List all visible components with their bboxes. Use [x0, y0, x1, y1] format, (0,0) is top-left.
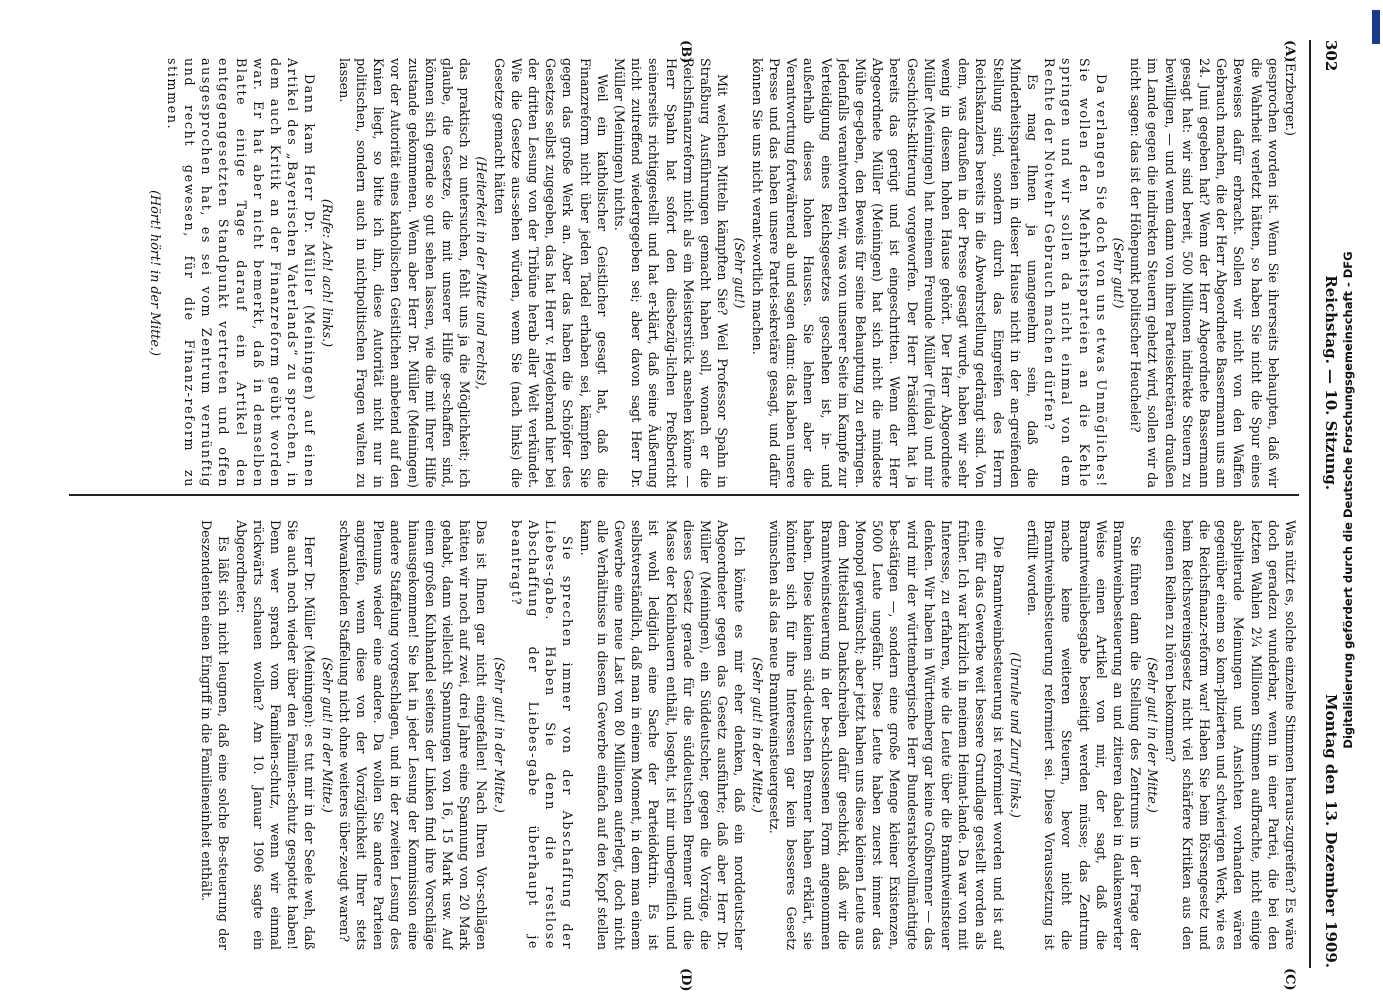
- right-column-paragraph: Das ist Ihnen gar nicht eingefallen! Nach Ihren Vor-schlägen hätten wir noch auf zwei, drei Jahre eine Spannung von 20 Mark gehabt, dann vielleicht Spannungen von 16, 15 Mark usw. Auf einen großen Kuhhandel seitens der Linken find ihre Vorschläge hinausgekommen! Sie hat in jeder Lesung der Kommission eine andere Staffelung vorgeschlagen, und in der zweiten Lesung des Plenums wieder eine andere. Da wollen Sie andere Parteien angreifen, wenn diese von der Vorzüglichkeit Ihrer stets schwankenden Staffelung nicht ohne weiteres über-zeugt waren?: [336, 520, 490, 950]
- left-column-paragraph: (Hört! hört! in der Mitte.): [147, 190, 163, 356]
- left-column-paragraph: (Sehr gut!): [1110, 237, 1126, 309]
- left-column-paragraph: Dann kam Herr Dr. Müller (Meiningen) auf einen Artikel des „Bayerischen Vaterlands“ zu sprechen, in dem auch Kritik an der Finanzreform geübt worden war. Er hat aber nicht bemerkt, daß in demselben Blatte einige Tage darauf ein Artikel den entgegengesetzten Standpunkt vertreten und offen ausgesprochen hat, es sei vom Zentrum vernünftig und recht gewesen, für die Finanz-reform zu stimmen.: [164, 58, 318, 488]
- credit-text: Digitalisierung gefördert durch die Deutsche Forschungsgemeinschaft - DFG: [1341, 251, 1355, 749]
- right-column-paragraph: Sie sprechen immer von der Abschaffung der Liebes-gabe. Haben Sie denn die restlose Abschaffung der Liebes-gabe überhaupt je beantragt?: [508, 520, 576, 950]
- page-number: 302: [1322, 40, 1340, 72]
- header-left-title: Reichstag. — 10. Sitzung.: [1322, 275, 1340, 491]
- right-column-paragraph: Sie führen dann die Stellung des Zentrums in der Frage der Branntweinbesteuerung an und zitieren dabei in daukenswerter Weise einen Artikel von mir, der sagt, daß die Branntweinliebesgabe beseitigt werden müsse; das Zentrum mache keine weiteren Steuern, bevor nicht die Branntweinbesteuerung reformiert sei. Diese Voraussetzung ist erfüllt worden.: [1024, 520, 1144, 950]
- left-column-paragraph: (Rufe: Ach! ach! links.): [319, 198, 335, 348]
- left-column-paragraph: (Heiterkeit in der Mitte und rechts),: [474, 156, 490, 390]
- left-column-paragraph: Da verlangen Sie doch von uns etwas Unmögliches! Sie wollen den Mehrheitsparteien an die Kehle springen und wir sollen da nicht einmal von dem Rechte der Notwehr Gebrauch machen dürfen?: [1042, 58, 1109, 488]
- left-column-paragraph: Weil ein katholischer Geistlicher gesagt hat, daß die Finanzreform nicht über jeden Tadel erhaben sei, kämpfen Sie gegen das große Werk an. Aber das haben die Schöpfer des Gesetzes selbst zugegeben, das hat Herr v. Heydebrand hier bei der dritten Lesung von der Tribüne herab aller Welt verkündet. Wie die Gesetze aus-sehen würden, wenn Sie (nach links) die Gesetze gemacht hätten: [491, 58, 610, 488]
- right-column-paragraph: (Unruhe und Zuruf links.): [1007, 652, 1023, 818]
- right-column-paragraph: Ich könnte es mir eher denken, daß ein norddeutscher Abgeordneter gegen das Gesetz ausführte; daß aber Herr Dr. Müller (Meiningen), ein Süddeutscher, gegen die Vorzüge, die dieses Gesetz gerade für die süddeutschen Brenner und die Masse der Kleinbauern enthält, losgeht, ist mir unbegreiflich und ist wohl lediglich eine Sache der Parteidoktrin. Es ist selbstverständlich, daß man in einem Moment, in dem man einem Gewerbe eine neue Last von 80 Millionen auferlegt, doch nicht alle Verhältnisse in diesem Gewerbe einfach auf den Kopf stellen kann.: [577, 520, 748, 950]
- left-column-paragraph: Es mag Ihnen ja unangenehm sein, daß die Minderheitsparteien in dieser Hause nicht in der an-greifenden Stellung sind, sondern durch das Eingreifen des Herrn Reichskanzlers bereits in die Abwehrstellung gedrängt sind. Von dem, was draußen in der Presse gesagt wurde, haben wir sehr wenig in diesem hohen Hause gehört. Der Herr Abgeordnete Müller (Meiningen) hat meinem Freunde Müller (Fulda) und mir Geschichts-klitterung vorgeworfen. Der Herr Präsident hat ja bereits das gerügt und ist eingeschritten. Wenn der Herr Abgeordnete Müller (Meiningen) hat sich nicht die mindeste Mühe ge-geben, den Beweis für seine Behauptung zu erbringen. Jedenfalls verantworten wir, was von unserer Seite im Kampfe zur Verteidigung eines Reichsgesetzes geschehen ist, in- und außerhalb dieses hohen Hauses. Sie lehnen aber die Verantwortung fortwährend ab und sagen dann: das haben unsere Presse und das haben unsere Partei-sekretäre gesagt, und dafür können Sie uns nicht verant-wortlich machen.: [749, 58, 1040, 488]
- right-column-paragraph: (Sehr gut! in der Mitte.): [1145, 657, 1161, 813]
- header-right-title: Montag den 13. Dezember 1909.: [1322, 694, 1340, 968]
- left-column-paragraph: gesprochen worden ist. Wenn Sie ihrerseits behaupten, daß wir die Wahrheit verletzt hätten, so haben Sie nicht die Spur eines Beweises dafür erbracht. Sollen wir nicht von den Waffen Gebrauch machen, die der Herr Abgeordnete Bassermann uns am 24. Juni gegeben hat? Wenn der Herr Abgeordnete Bassermann gesagt hat: wir sind bereit, 500 Millionen indirekte Steuern zu bewilligen, — und wenn dann von ihren Parteisekretären draußen im Lande gegen die indirekten Steuern gehetzt wird, sollen wir da nicht sagen: das ist der Höhepunkt politischer Heuchelei?: [1128, 58, 1281, 488]
- right-column-paragraph: Die Branntweinbesteuerung ist reformiert worden und ist auf eine für das Gewerbe weit bessere Grundlage gestellt worden als früher. Ich war kürzlich in meinem Heimat-lande. Da war von mit Interesse, zu erfahren, wie die Leute über die Branntweinsteuer denken. Wir haben in Württemberg gar keine Großbrenner — das wird mir der württembergische Herr Bundesratsbevollmächtigte be-stätigen —, sondern eine große Menge kleiner Existenzen, 5000 Leute ungefähr. Diese Leute haben zuerst immer das Monopol gewünscht; aber jetzt haben uns diese kleinen Leute aus dem Mittelstand Dankschreiben dafür geschickt, daß wir die Branntweinsteuerung in der be-schlossenen Form angenommen haben. Diese kleinen süd-deutschen Brenner haben erklärt, sie könnten sich für ihre Interessen gar kein besseres Gesetz wünschen als das neue Branntweinsteuergesetz.: [766, 520, 1006, 950]
- right-column-paragraph: Was nützt es, solche einzelne Stimmen heraus-zugreifen? Es wäre doch geradezu wunderbar, wenn in einer Partei, die bei den letzten Wahlen 2¼ Millionen Stimmen aufbrachte, nicht einige abspliterude Meinungen und Ansichten vorhanden wären gegenüber einem so kom-plizierten und schwierigen Werk, wie es die Reichsfinanz-reform war! Haben Sie beim Börsengesetz und beim Reichsvereinsgesetz nicht viel schärfere Kritiken aus den eigenen Reihen zu hören bekommen?: [1162, 520, 1298, 950]
- right-column-paragraph: Es läßt sich nicht leugnen, daß eine solche Be-steuerung der Deszendenten einen Eingriff in die Familieneinheit enthält.: [199, 520, 232, 950]
- right-column-paragraph: (Sehr gut! in der Mitte.): [491, 657, 507, 813]
- right-column-paragraph: (Sehr gut! in der Mitte.): [319, 657, 335, 813]
- left-column-paragraph: (Sehr gut!): [732, 237, 748, 309]
- column-divider: [69, 494, 1299, 496]
- left-column-paragraph: (Erzberger.): [1283, 58, 1298, 136]
- left-column: [69, 58, 1299, 488]
- left-column-paragraph: das praktisch zu untersuchen, fehlt uns ja die Möglichkeit; ich glaube, die Gesetze, die mit unserer Hilfe ge-schaffen sind, können sich gerade so gut sehen lassen, wie die mit Ihrer Hilfe zustande gekommenen. Wenn aber Herr Dr. Müller (Meiningen) vor der Autorität eines katholischen Geistlichen anbetend auf den Knien liegt, so bitte ich ihn, diese Autorität nicht nur in politischen, sondern auch in nichtpolitischen Fragen walten zu lassen.: [336, 58, 473, 488]
- margin-marker-d: (D): [678, 968, 693, 992]
- margin-marker-a: (A): [1282, 40, 1297, 63]
- right-column: [69, 520, 1299, 950]
- dfg-logo-icon: [1372, 10, 1380, 44]
- margin-marker-b: (B): [678, 40, 693, 64]
- left-column-paragraph: Mit welchen Mitteln kämpften Sie? Weil Professor Spahn in Straßburg Ausführungen gemacht haben soll, wonach er die Reichsfinanzreform nicht als ein Meisterstück ansehen könne — Herr Spahn hat sofort den diesbezüg-lichen Preßbericht seinerseits richtiggestellt und hat er-klärt, daß seine Äußerung nicht zutreffend wiedergegeben sei; aber davon sagt Herr Dr. Müller (Meiningen) nichts.: [612, 58, 731, 488]
- margin-marker-c: (C): [1282, 968, 1297, 991]
- right-column-paragraph: (Sehr gut! in der Mitte.): [749, 657, 765, 813]
- header-rule: [1309, 40, 1311, 968]
- right-column-paragraph: Herr Dr. Müller (Meiningen): es tut mir in der Seele weh, daß Sie auch noch wieder über den Familien-schutz gespottet haben! Denn wer sprach vom Familien-schutz, wenn wir einmal rückwärts schauen wollen? Am 10. Januar 1906 sagte ein Abgeordneter:: [233, 520, 318, 950]
- digitization-credit: [1337, 10, 1359, 990]
